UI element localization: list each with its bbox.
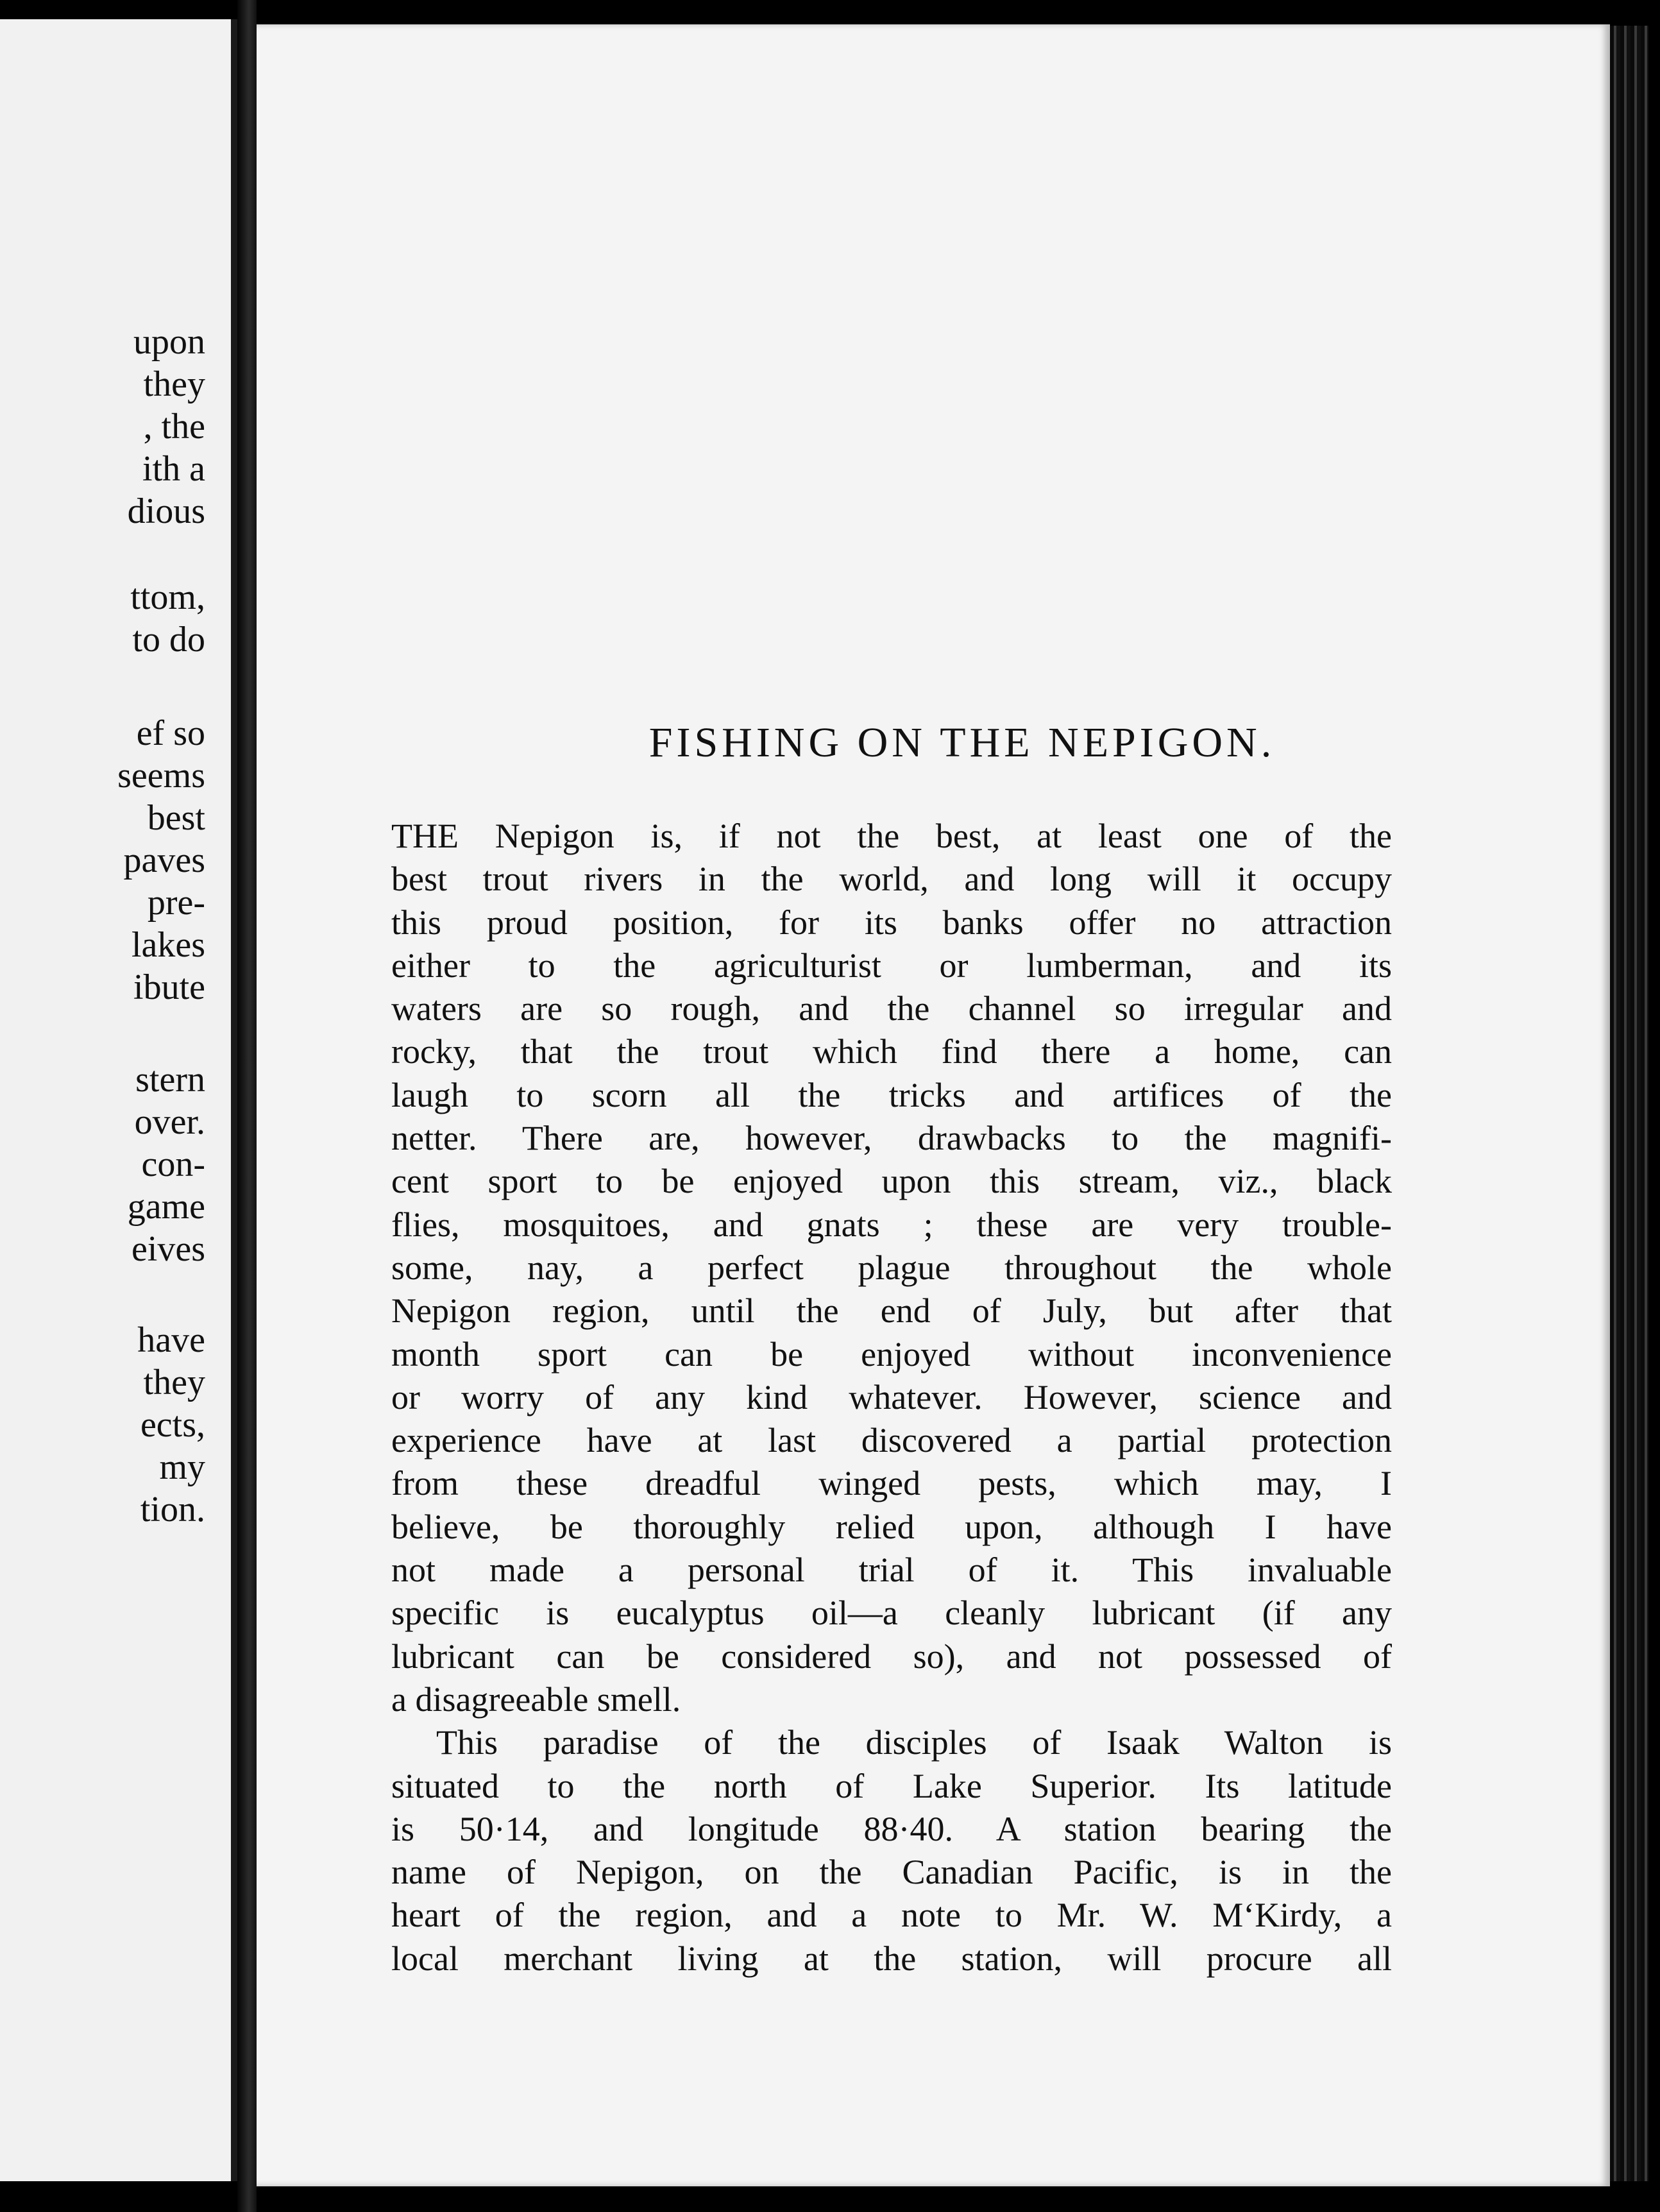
previous-page-line: best	[147, 798, 205, 838]
text-line: netter. There are, however, drawbacks to the magnifi-	[391, 1119, 1392, 1158]
paragraph-2	[391, 1721, 1392, 1980]
text-line: month sport can be enjoyed without inconvenience	[391, 1334, 1392, 1374]
text-line: is 50·14, and longitude 88·40. A station bearing the	[391, 1809, 1392, 1848]
previous-page-line: tion.	[140, 1490, 205, 1529]
text-line: heart of the region, and a note to Mr. W. M‘Kirdy, a	[391, 1896, 1392, 1935]
text-line: best trout rivers in the world, and long will it occupy	[391, 860, 1392, 899]
text-line: a disagreeable smell.	[391, 1680, 681, 1719]
text-line: situated to the north of Lake Superior. Its latitude	[391, 1766, 1392, 1805]
previous-page-line: stern	[135, 1060, 205, 1100]
text-line: Nepigon region, until the end of July, but after that	[391, 1291, 1392, 1331]
previous-page-line: upon	[133, 322, 205, 362]
previous-page-line: my	[159, 1447, 205, 1487]
text-line: from these dreadful winged pests, which may, I	[391, 1464, 1392, 1503]
previous-page-line: eives	[131, 1229, 205, 1269]
text-line: specific is eucalyptus oil—a cleanly lubricant (if any	[391, 1594, 1392, 1633]
previous-page-line: con-	[141, 1144, 205, 1184]
text-line: name of Nepigon, on the Canadian Pacific, is in the	[391, 1853, 1392, 1892]
text-line: either to the agriculturist or lumberman, and its	[391, 946, 1392, 985]
text-line: not made a personal trial of it. This invaluable	[391, 1551, 1392, 1590]
paragraph-1-line-1: THE Nepigon is, if not the best, at least one of the	[391, 817, 1392, 855]
page-stack-edge	[1610, 26, 1648, 2181]
previous-page-line: they	[143, 1363, 205, 1402]
previous-page-line: ttom,	[130, 577, 205, 617]
previous-page-line: they	[143, 364, 205, 404]
previous-page-line: pre-	[147, 883, 205, 923]
previous-page-line: have	[137, 1320, 205, 1360]
text-line: rocky, that the trout which find there a home, can	[391, 1032, 1392, 1071]
book-gutter	[237, 0, 257, 2212]
text-line: waters are so rough, and the channel so irregular and	[391, 989, 1392, 1028]
text-line: lubricant can be considered so), and not possessed of	[391, 1637, 1392, 1676]
text-line: believe, be thoroughly relied upon, although I have	[391, 1507, 1392, 1546]
previous-page-line: ects,	[140, 1405, 205, 1445]
chapter-title: FISHING ON THE NEPIGON.	[648, 719, 1276, 766]
previous-page-line: lakes	[131, 925, 205, 965]
text-line: flies, mosquitoes, and gnats ; these are very trouble-	[391, 1205, 1392, 1244]
text-line: or worry of any kind whatever. However, science and	[391, 1377, 1392, 1417]
previous-page-line: paves	[123, 840, 205, 880]
previous-page-line: seems	[117, 756, 205, 795]
paragraph-lead-word: THE	[391, 817, 459, 855]
previous-page-line: dious	[127, 491, 205, 531]
previous-page-line: ef so	[136, 713, 205, 753]
previous-page-line: ibute	[133, 967, 205, 1007]
previous-page-line: over.	[134, 1102, 205, 1142]
text-line: experience have at last discovered a partial protection	[391, 1421, 1392, 1460]
previous-page	[0, 19, 237, 2181]
previous-page-line: game	[127, 1187, 205, 1227]
text-line: this proud position, for its banks offer no attraction	[391, 903, 1392, 942]
text-line: local merchant living at the station, will procure all	[391, 1939, 1392, 1978]
body-text	[391, 815, 1392, 1980]
previous-page-line: ith a	[142, 449, 205, 489]
text-line: some, nay, a perfect plague throughout the whole	[391, 1248, 1392, 1287]
previous-page-text	[0, 19, 231, 2181]
previous-page-line: to do	[132, 620, 205, 659]
previous-page-line: , the	[143, 407, 205, 447]
current-page	[257, 24, 1610, 2186]
text-line: laugh to scorn all the tricks and artifices of the	[391, 1075, 1392, 1114]
text-line: cent sport to be enjoyed upon this stream, viz., black	[391, 1162, 1392, 1201]
text-line: This paradise of the disciples of Isaak Walton is	[436, 1723, 1392, 1762]
paragraph-1	[391, 815, 1392, 1721]
